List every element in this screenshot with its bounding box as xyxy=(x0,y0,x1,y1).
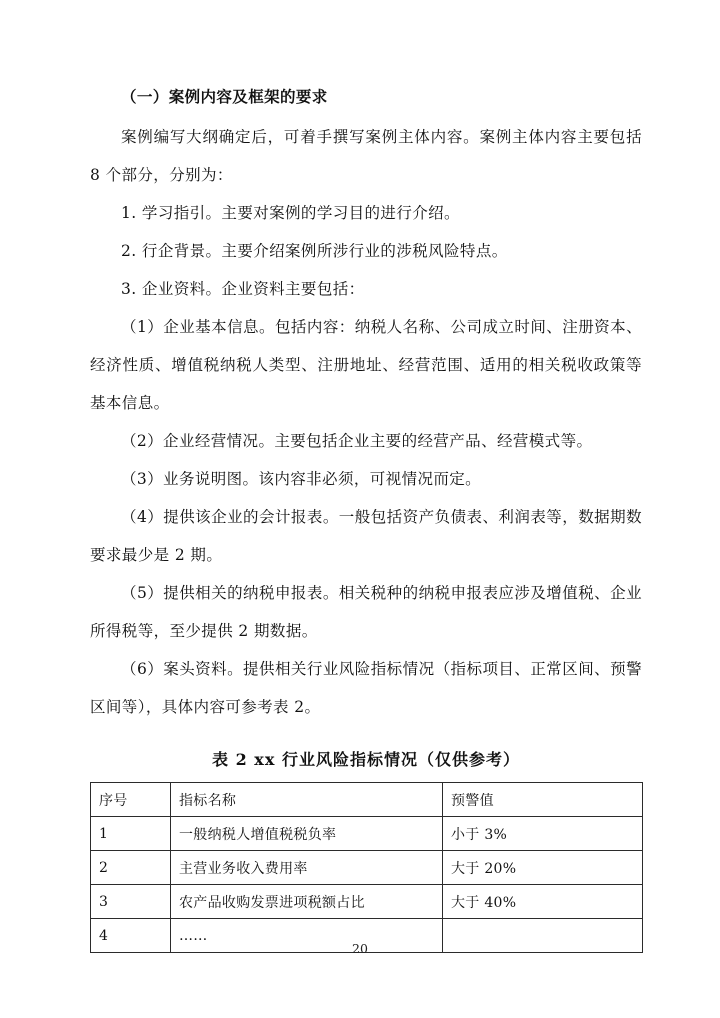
table-cell-index: 1 xyxy=(91,817,171,851)
table-header-cell: 指标名称 xyxy=(171,783,443,817)
list-item-3-4: （4）提供该企业的会计报表。一般包括资产负债表、利润表等，数据期数要求最少是 2 期。 xyxy=(90,508,642,564)
list-item-3: 3. 企业资料。企业资料主要包括： xyxy=(121,280,365,298)
risk-indicator-table xyxy=(90,782,643,953)
list-item-1: 1. 学习指引。主要对案例的学习目的进行介绍。 xyxy=(121,204,460,222)
table-cell-threshold: 小于 3% xyxy=(443,817,643,851)
table-cell-name: 主营业务收入费用率 xyxy=(171,851,443,885)
document-body xyxy=(90,78,642,953)
table-cell-threshold: 大于 40% xyxy=(443,885,643,919)
page-number: 20 xyxy=(352,941,368,956)
list-item-3-6: （6）案头资料。提供相关行业风险指标情况（指标项目、正常区间、预警区间等），具体内容可参考表 2。 xyxy=(90,660,642,716)
table-cell-name: 农产品收购发票进项税额占比 xyxy=(171,885,443,919)
table-cell-index: 3 xyxy=(91,885,171,919)
table-cell-index: 2 xyxy=(91,851,171,885)
list-item-2: 2. 行企背景。主要介绍案例所涉行业的涉税风险特点。 xyxy=(121,242,508,260)
list-item-3-1: （1）企业基本信息。包括内容：纳税人名称、公司成立时间、注册资本、经济性质、增值税纳税人类型、注册地址、经营范围、适用的相关税收政策等基本信息。 xyxy=(90,318,642,412)
table-cell-index: 4 xyxy=(91,919,171,953)
table-row xyxy=(91,885,643,919)
paragraph-intro: 案例编写大纲确定后，可着手撰写案例主体内容。案例主体内容主要包括 8 个部分，分别为： xyxy=(90,128,642,184)
list-item-3-3: （3）业务说明图。该内容非必须，可视情况而定。 xyxy=(121,470,482,488)
list-item-3-5: （5）提供相关的纳税申报表。相关税种的纳税申报表应涉及增值税、企业所得税等，至少提供 2 期数据。 xyxy=(90,584,642,640)
section-heading: （一）案例内容及框架的要求 xyxy=(121,87,328,106)
table-header-cell: 预警值 xyxy=(443,783,643,817)
table-row xyxy=(91,817,643,851)
table-cell-name: 一般纳税人增值税税负率 xyxy=(171,817,443,851)
table-cell-name: …… xyxy=(171,919,443,953)
table-header-cell: 序号 xyxy=(91,783,171,817)
table-header-row xyxy=(91,783,643,817)
table-row xyxy=(91,851,643,885)
table-cell-threshold: 大于 20% xyxy=(443,851,643,885)
list-item-3-2: （2）企业经营情况。主要包括企业主要的经营产品、经营模式等。 xyxy=(121,432,593,450)
table-caption: 表 2 xx 行业风险指标情况（仅供参考） xyxy=(212,750,520,769)
